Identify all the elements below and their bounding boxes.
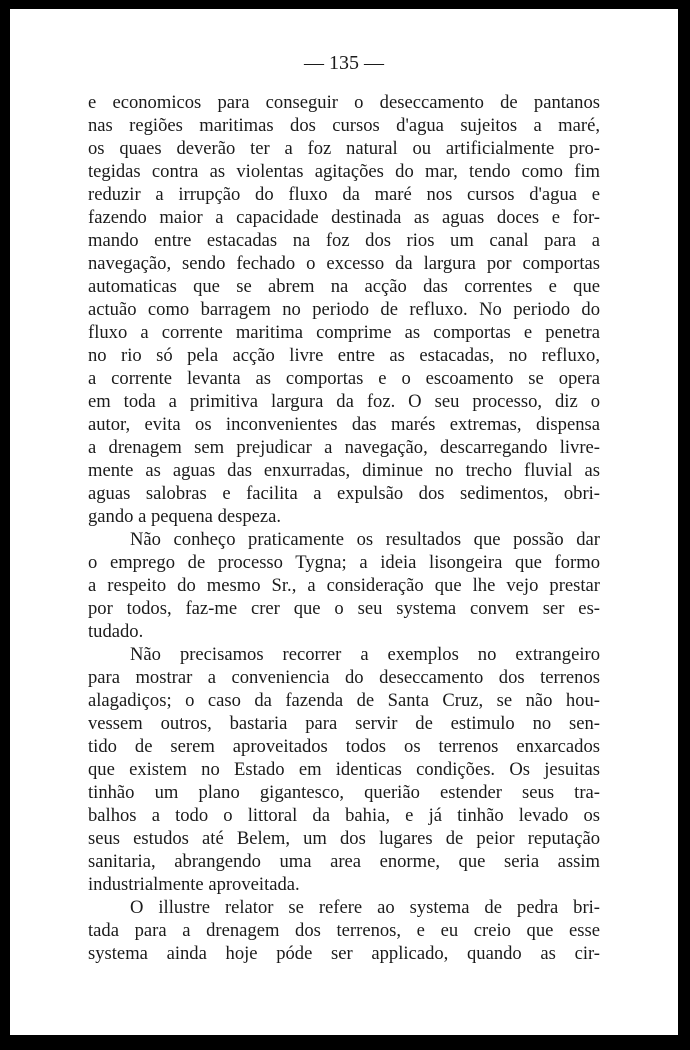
text-line: tinhão um plano gigantesco, querião estender seus tra- (88, 782, 600, 803)
text-line: a respeito do mesmo Sr., a consideração que lhe vejo prestar (88, 575, 600, 596)
paragraph (88, 528, 600, 643)
text-line: tada para a drenagem dos terrenos, e eu creio que esse (88, 920, 600, 941)
text-line: mente as aguas das enxurradas, diminue no trecho fluvial as (88, 460, 600, 481)
paragraph (88, 896, 600, 965)
text-line: a drenagem sem prejudicar a navegação, descarregando livre- (88, 437, 600, 458)
text-line: em toda a primitiva largura da foz. O seu processo, diz o (88, 391, 600, 412)
text-line: actuão como barragem no periodo de refluxo. No periodo do (88, 299, 600, 320)
text-line: seus estudos até Belem, um dos lugares de peior reputação (88, 828, 600, 849)
text-line: systema ainda hoje póde ser applicado, quando as cir- (88, 943, 600, 964)
text-line: a corrente levanta as comportas e o escoamento se opera (88, 368, 600, 389)
body-text (88, 91, 600, 965)
text-line: gando a pequena despeza. (88, 506, 282, 527)
text-line: que existem no Estado em identicas condições. Os jesuitas (88, 759, 600, 780)
paragraph (88, 643, 600, 896)
text-line: o emprego de processo Tygna; a ideia lisongeira que formo (88, 552, 600, 573)
text-line: fazendo maior a capacidade destinada as aguas doces e for- (88, 207, 600, 228)
text-line: para mostrar a conveniencia do deseccamento dos terrenos (88, 667, 600, 688)
text-line: sanitaria, abrangendo uma area enorme, que seria assim (88, 851, 600, 872)
text-line: tudado. (88, 621, 144, 642)
document-page (10, 9, 678, 1035)
text-line: autor, evita os inconvenientes das marés extremas, dispensa (88, 414, 600, 435)
text-line: Não precisamos recorrer a exemplos no extrangeiro (130, 644, 600, 665)
text-line: Não conheço praticamente os resultados que possão dar (130, 529, 600, 550)
text-line: por todos, faz-me crer que o seu systema convem ser es- (88, 598, 600, 619)
text-line: nas regiões maritimas dos cursos d'agua sujeitos a maré, (88, 115, 600, 136)
text-line: automaticas que se abrem na acção das correntes e que (88, 276, 600, 297)
text-line: e economicos para conseguir o deseccamento de pantanos (88, 92, 600, 113)
text-line: industrialmente aproveitada. (88, 874, 300, 895)
text-line: tido de serem aproveitados todos os terrenos enxarcados (88, 736, 600, 757)
text-line: tegidas contra as violentas agitações do mar, tendo como fim (88, 161, 600, 182)
text-line: reduzir a irrupção do fluxo da maré nos cursos d'agua e (88, 184, 600, 205)
text-line: alagadiços; o caso da fazenda de Santa Cruz, se não hou- (88, 690, 600, 711)
paragraph (88, 91, 600, 528)
text-line: balhos a todo o littoral da bahia, e já tinhão levado os (88, 805, 600, 826)
text-line: os quaes deverão ter a foz natural ou artificialmente pro- (88, 138, 600, 159)
page-number: — 135 — (304, 52, 384, 74)
text-line: no rio só pela acção livre entre as estacadas, no refluxo, (88, 345, 600, 366)
text-line: aguas salobras e facilita a expulsão dos sedimentos, obri- (88, 483, 600, 504)
text-line: fluxo a corrente maritima comprime as comportas e penetra (88, 322, 600, 343)
text-line: navegação, sendo fechado o excesso da largura por comportas (88, 253, 600, 274)
text-line: mando entre estacadas na foz dos rios um canal para a (88, 230, 600, 251)
text-line: O illustre relator se refere ao systema de pedra bri- (130, 897, 600, 918)
text-line: vessem outros, bastaria para servir de estimulo no sen- (88, 713, 600, 734)
